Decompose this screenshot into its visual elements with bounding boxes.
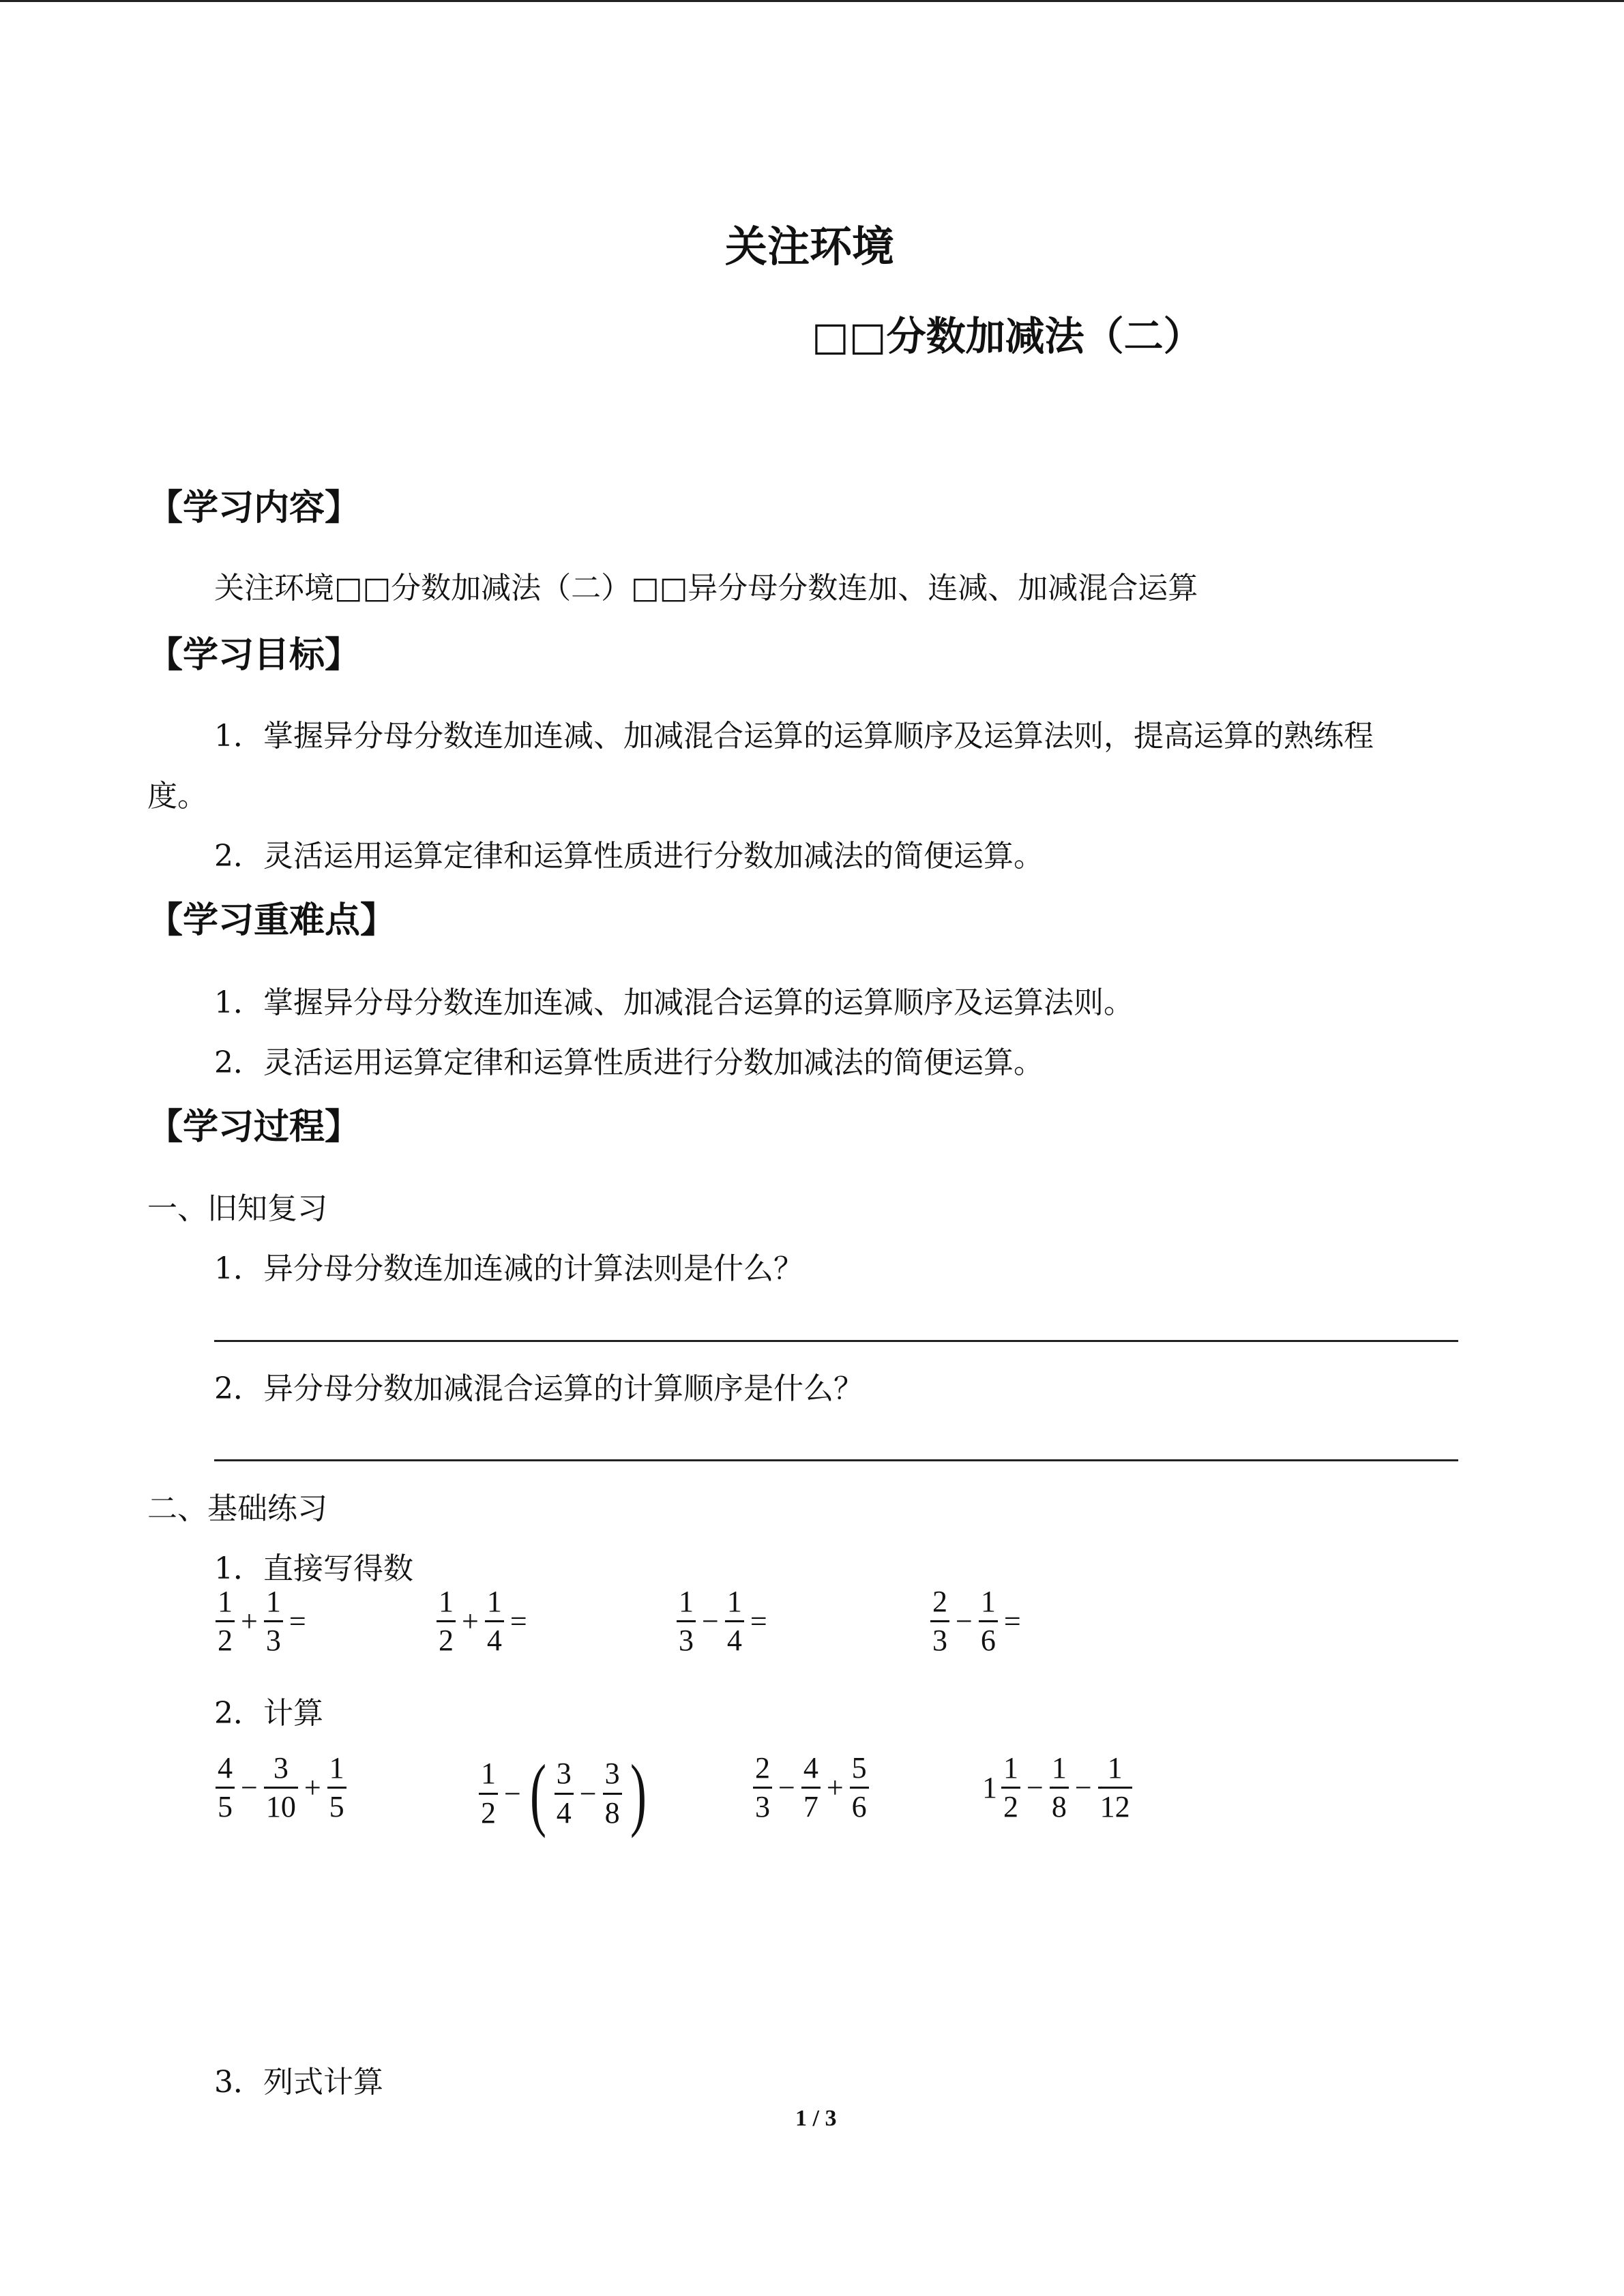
direct-expression-2: $\frac{1}{2}$ + $\frac{1}{4}$ = bbox=[434, 1586, 531, 1656]
top-border bbox=[0, 0, 1624, 2]
fraction: $\frac{1}{4}$ bbox=[725, 1586, 744, 1656]
equals-sign: = bbox=[510, 1605, 527, 1639]
fraction: $\frac{4}{5}$ bbox=[216, 1753, 235, 1823]
practice-item-1: 1．直接写得数 bbox=[214, 1551, 413, 1586]
fraction: $\frac{1}{2}$ bbox=[216, 1586, 235, 1656]
calc-expression-4: 1 $\frac{1}{2}$ − $\frac{1}{8}$ − $\frac{1}{12}$ bbox=[982, 1753, 1135, 1823]
goal-item-1-continued: 度。 bbox=[147, 779, 207, 814]
fraction: $\frac{1}{3}$ bbox=[264, 1586, 283, 1656]
fraction: $\frac{4}{7}$ bbox=[801, 1753, 821, 1823]
direct-expression-3: $\frac{1}{3}$ − $\frac{1}{4}$ = bbox=[674, 1586, 771, 1656]
left-parenthesis: ( bbox=[529, 1748, 546, 1838]
fraction: $\frac{1}{8}$ bbox=[1050, 1753, 1069, 1823]
review-question-2: 2．异分母分数加减混合运算的计算顺序是什么？ bbox=[214, 1371, 863, 1406]
review-heading: 一、旧知复习 bbox=[147, 1191, 327, 1226]
practice-item-2: 2．计算 bbox=[214, 1696, 323, 1731]
page-title: 关注环境 bbox=[725, 222, 895, 271]
direct-expression-1: $\frac{1}{2}$ + $\frac{1}{3}$ = bbox=[213, 1586, 310, 1656]
page-subtitle: □□分数加减法（二） bbox=[812, 313, 1203, 359]
calc-expression-3: $\frac{2}{3}$ − $\frac{4}{7}$ + $\frac{5}{6}$ bbox=[750, 1753, 872, 1823]
fraction: $\frac{3}{8}$ bbox=[603, 1758, 622, 1828]
review-question-1: 1．异分母分数连加连减的计算法则是什么？ bbox=[214, 1251, 803, 1286]
fraction: $\frac{2}{3}$ bbox=[930, 1586, 949, 1656]
section-heading-content: 【学习内容】 bbox=[147, 488, 361, 528]
goal-item-2: 2．灵活运用运算定律和运算性质进行分数加减法的简便运算。 bbox=[214, 839, 1044, 874]
key-item-1: 1．掌握异分母分数连加连减、加减混合运算的运算顺序及运算法则。 bbox=[214, 985, 1134, 1020]
fraction: $\frac{1}{12}$ bbox=[1098, 1753, 1132, 1823]
section-heading-process: 【学习过程】 bbox=[147, 1107, 361, 1148]
answer-line-1 bbox=[214, 1340, 1458, 1342]
mixed-number-whole: 1 bbox=[982, 1771, 997, 1805]
direct-expression-4: $\frac{2}{3}$ − $\frac{1}{6}$ = bbox=[928, 1586, 1024, 1656]
practice-heading: 二、基础练习 bbox=[147, 1491, 327, 1526]
calc-expression-2: $\frac{1}{2}$ − ( $\frac{3}{4}$ − $\frac{3}{8}$ ) bbox=[476, 1753, 652, 1834]
equals-sign: = bbox=[1003, 1605, 1021, 1639]
fraction: $\frac{1}{3}$ bbox=[677, 1586, 696, 1656]
fraction: $\frac{2}{3}$ bbox=[753, 1753, 772, 1823]
fraction: $\frac{5}{6}$ bbox=[850, 1753, 869, 1823]
fraction: $\frac{1}{4}$ bbox=[485, 1586, 504, 1656]
key-item-2: 2．灵活运用运算定律和运算性质进行分数加减法的简便运算。 bbox=[214, 1045, 1044, 1080]
fraction: $\frac{1}{5}$ bbox=[327, 1753, 346, 1823]
practice-item-3: 3．列式计算 bbox=[214, 2065, 383, 2100]
calc-expression-1: $\frac{4}{5}$ − $\frac{3}{10}$ + $\frac{1}{5}$ bbox=[213, 1753, 349, 1823]
goal-item-1: 1．掌握异分母分数连加连减、加减混合运算的运算顺序及运算法则，提高运算的熟练程 bbox=[214, 719, 1374, 754]
fraction: $\frac{3}{10}$ bbox=[264, 1753, 298, 1823]
fraction: $\frac{1}{2}$ bbox=[479, 1758, 498, 1828]
fraction: $\frac{1}{6}$ bbox=[979, 1586, 998, 1656]
content-text: 关注环境□□分数加减法（二）□□异分母分数连加、连减、加减混合运算 bbox=[214, 571, 1198, 606]
answer-line-2 bbox=[214, 1459, 1458, 1461]
page-number: 1 / 3 bbox=[795, 2106, 837, 2131]
equals-sign: = bbox=[289, 1605, 306, 1639]
fraction: $\frac{3}{4}$ bbox=[555, 1758, 574, 1828]
fraction: $\frac{1}{2}$ bbox=[1001, 1753, 1020, 1823]
section-heading-key-points: 【学习重难点】 bbox=[147, 900, 396, 941]
right-parenthesis: ) bbox=[630, 1748, 647, 1838]
section-heading-goal: 【学习目标】 bbox=[147, 635, 361, 676]
fraction: $\frac{1}{2}$ bbox=[437, 1586, 456, 1656]
equals-sign: = bbox=[750, 1605, 767, 1639]
